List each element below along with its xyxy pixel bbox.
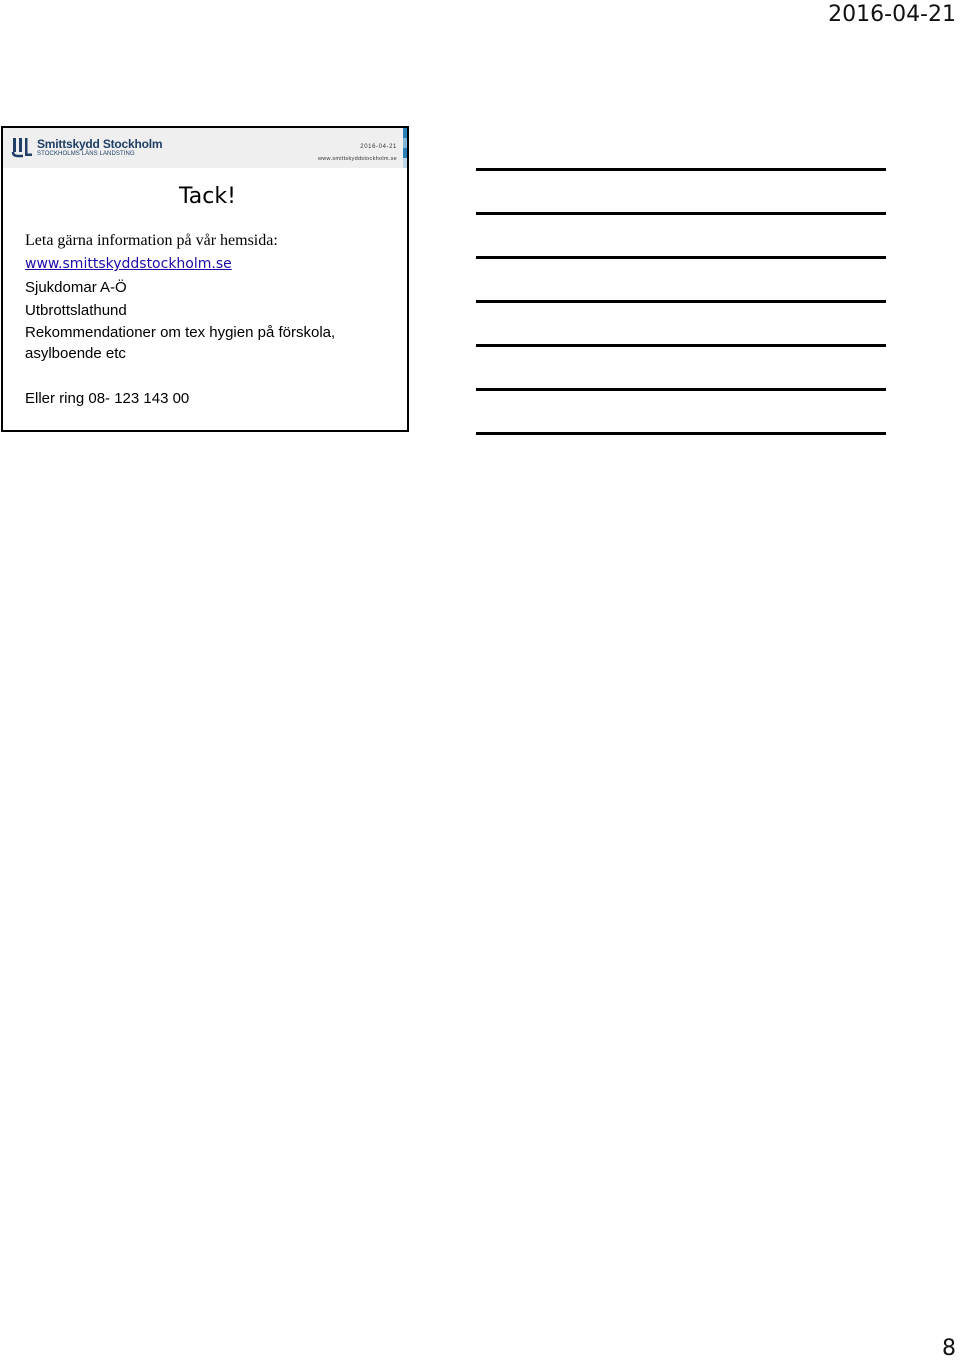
page-date: 2016-04-21 <box>828 2 956 27</box>
slide-header-date: 2016-04-21 <box>360 144 397 150</box>
website-link-row <box>25 252 385 276</box>
note-line <box>476 212 886 215</box>
logo-mark-icon <box>11 136 33 158</box>
contact-phone: Eller ring 08- 123 143 00 <box>25 390 190 407</box>
header-accent-stripe <box>403 128 407 168</box>
note-line <box>476 168 886 171</box>
slide-header-url: www.smittskyddstockholm.se <box>317 156 397 162</box>
notes-lines <box>476 168 886 476</box>
logo-subtitle: STOCKHOLMS LÄNS LANDSTING <box>37 151 135 157</box>
smittskydd-logo <box>11 136 161 162</box>
spacer <box>25 364 385 387</box>
slide-body <box>25 230 385 410</box>
note-line <box>476 256 886 259</box>
note-line <box>476 388 886 391</box>
page-number: 8 <box>942 1336 956 1361</box>
note-line <box>476 300 886 303</box>
website-link[interactable]: www.smittskyddstockholm.se <box>25 256 232 272</box>
list-item: Sjukdomar A-Ö <box>25 279 127 296</box>
slide-header <box>3 128 407 168</box>
intro-text: Leta gärna information på vår hemsida: <box>25 232 278 249</box>
slide-thumbnail <box>1 126 409 432</box>
note-line <box>476 344 886 347</box>
list-item: Rekommendationer om tex hygien på förskola, asylboende etc <box>25 324 336 362</box>
slide-title: Tack! <box>179 184 236 209</box>
note-line <box>476 432 886 435</box>
logo-title: Smittskydd Stockholm <box>37 137 163 151</box>
list-item: Utbrottslathund <box>25 302 127 319</box>
